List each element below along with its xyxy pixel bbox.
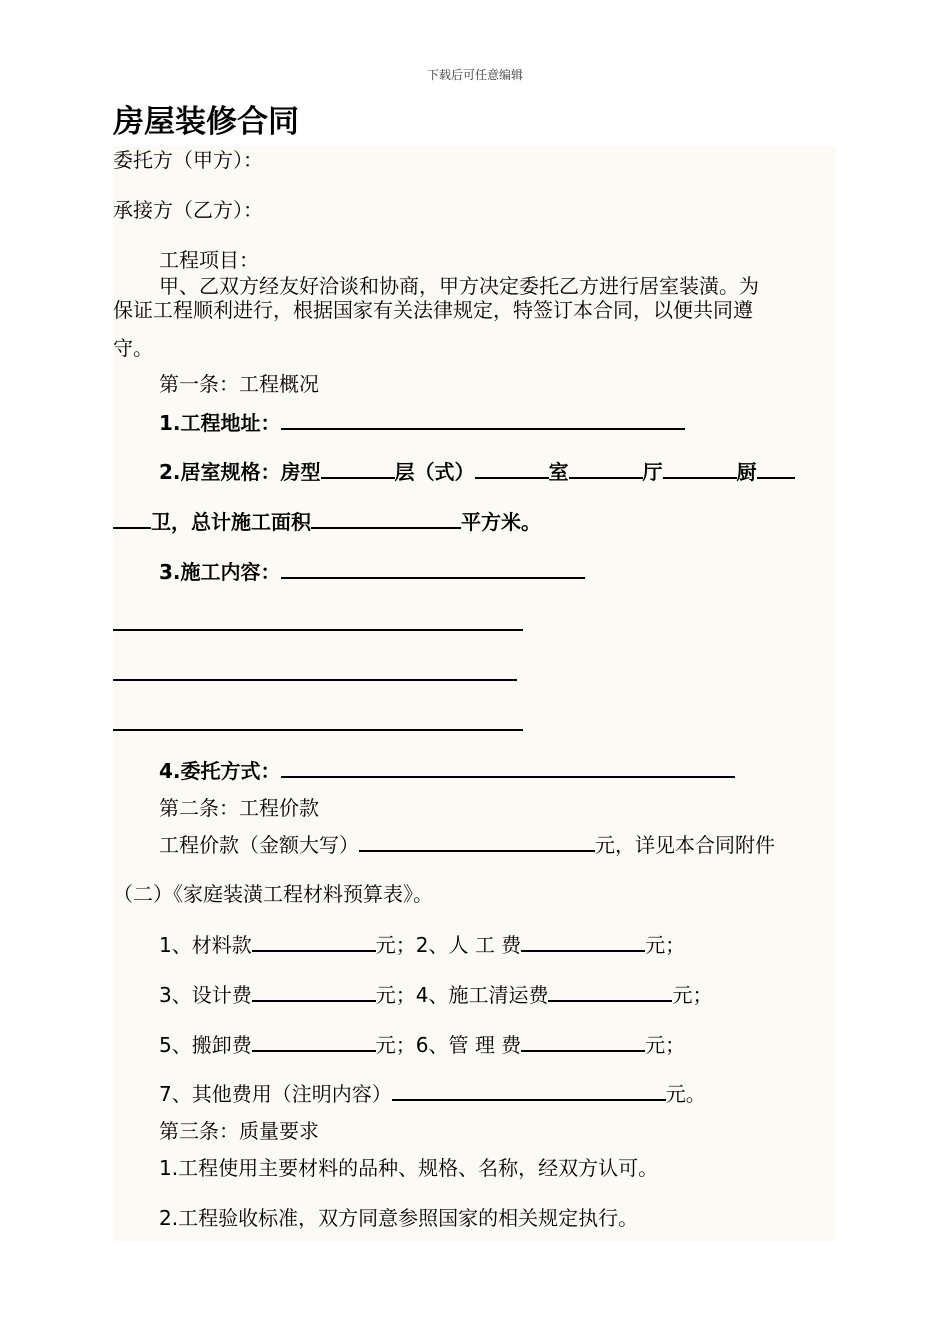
price-suffix: 元，详见本合同附件 — [595, 833, 775, 857]
kitchen-blank[interactable] — [757, 459, 795, 479]
hall-blank[interactable] — [663, 459, 737, 479]
bathroom-blank[interactable] — [113, 509, 151, 529]
commission-label: 4.委托方式： — [159, 759, 281, 783]
project-label: 工程项目： — [159, 248, 259, 272]
moving-fee-blank[interactable] — [252, 1032, 376, 1052]
material-fee-label: 1、材料款 — [159, 933, 252, 957]
cleanup-fee-label: 4、施工清运费 — [415, 983, 549, 1007]
kitchen-label: 厨 — [736, 460, 757, 484]
fee-row-3 — [159, 1032, 685, 1057]
room-spec-label: 2.居室规格：房型 — [159, 460, 321, 484]
fee-row-2 — [159, 982, 712, 1007]
quality-item-2: 2.工程验收标准，双方同意参照国家的相关规定执行。 — [159, 1206, 639, 1230]
room-spec-line — [159, 459, 795, 484]
scope-line — [159, 559, 585, 584]
commission-blank[interactable] — [281, 758, 735, 778]
address-blank[interactable] — [281, 410, 685, 430]
document-title: 房屋装修合同 — [113, 104, 299, 140]
design-fee-label: 3、设计费 — [159, 983, 252, 1007]
scope-blank-line-4[interactable] — [113, 729, 523, 731]
cleanup-fee-blank[interactable] — [548, 982, 672, 1002]
area-unit: 平方米。 — [461, 510, 541, 534]
intro-line-1: 甲、乙双方经友好洽谈和协商，甲方决定委托乙方进行居室装潢。为 — [159, 274, 759, 298]
design-fee-blank[interactable] — [252, 982, 376, 1002]
yuan-label: 元； — [672, 983, 713, 1007]
article-2-heading: 第二条：工程价款 — [159, 796, 319, 820]
management-fee-label: 6、管 理 费 — [415, 1033, 522, 1057]
labor-fee-label: 2、人 工 费 — [415, 933, 522, 957]
room-label: 室 — [548, 460, 569, 484]
yuan-label: 元； — [645, 933, 686, 957]
party-b-label: 承接方（乙方）： — [113, 198, 263, 222]
yuan-label: 元； — [375, 983, 416, 1007]
header-note: 下载后可任意编辑 — [426, 68, 523, 82]
intro-line-2: 保证工程顺利进行，根据国家有关法律规定，特签订本合同，以便共同遵 — [113, 298, 753, 322]
room-blank[interactable] — [569, 459, 643, 479]
address-label: 1.工程地址： — [159, 411, 281, 435]
yuan-label: 元。 — [665, 1082, 706, 1106]
scope-blank-line-2[interactable] — [113, 629, 523, 631]
moving-fee-label: 5、搬卸费 — [159, 1033, 252, 1057]
labor-fee-blank[interactable] — [521, 932, 645, 952]
other-fee-blank[interactable] — [392, 1081, 666, 1101]
quality-item-1: 1.工程使用主要材料的品种、规格、名称，经双方认可。 — [159, 1156, 659, 1180]
bathroom-area-label: 卫，总计施工面积 — [151, 510, 311, 534]
yuan-label: 元； — [375, 1033, 416, 1057]
yuan-label: 元； — [375, 933, 416, 957]
address-line — [159, 410, 685, 435]
floor-blank[interactable] — [475, 459, 549, 479]
price-blank[interactable] — [359, 832, 595, 852]
price-line — [159, 832, 775, 857]
scope-blank-line-3[interactable] — [113, 679, 517, 681]
annex-line: （二）《家庭装潢工程材料预算表》。 — [113, 882, 433, 906]
hall-label: 厅 — [642, 460, 663, 484]
price-label: 工程价款（金额大写） — [159, 833, 359, 857]
management-fee-blank[interactable] — [521, 1032, 645, 1052]
scope-blank[interactable] — [281, 559, 585, 579]
house-type-blank[interactable] — [321, 459, 395, 479]
party-a-label: 委托方（甲方）： — [113, 148, 263, 172]
area-line — [113, 509, 541, 534]
yuan-label: 元； — [645, 1033, 686, 1057]
area-blank[interactable] — [311, 509, 461, 529]
commission-line — [159, 758, 735, 783]
fee-row-1 — [159, 932, 685, 957]
article-3-heading: 第三条：质量要求 — [159, 1119, 319, 1143]
material-fee-blank[interactable] — [252, 932, 376, 952]
fee-row-4 — [159, 1081, 706, 1106]
article-1-heading: 第一条：工程概况 — [159, 372, 319, 396]
scope-label: 3.施工内容： — [159, 560, 281, 584]
intro-line-3: 守。 — [113, 336, 153, 360]
other-fee-label: 7、其他费用（注明内容） — [159, 1082, 392, 1106]
floor-label: 层（式） — [394, 460, 475, 484]
